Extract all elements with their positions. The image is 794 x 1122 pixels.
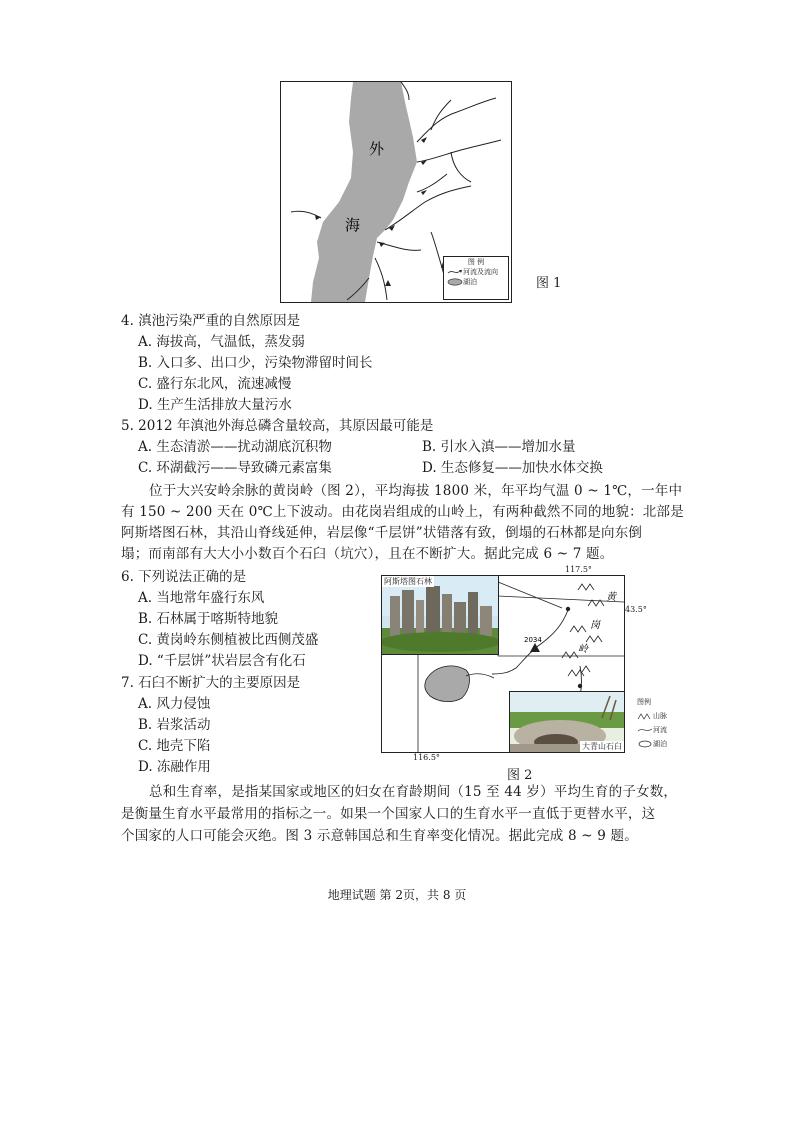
q5-option-b[interactable]: B. 引水入滇——增加水量 [422,439,576,455]
legend2-title: 图例 [637,698,651,706]
q4-option-c[interactable]: C. 盛行东北风，流速减慢 [138,376,292,392]
q4-option-b[interactable]: B. 入口多、出口少，污染物滞留时间长 [138,355,373,371]
passage-1-line-1: 位于大兴安岭余脉的黄岗岭（图 2），平均海拔 1800 米，年平均气温 0 ~ 1℃，一年中 [149,483,683,499]
river-symbol-icon [637,726,653,734]
passage-1-line-4: 塌；而南部有大大小小数百个石臼（坑穴），且在不断扩大。据此完成 6 ~ 7 题。 [121,546,614,562]
legend-river-label: 河流及流向 [463,268,498,276]
legend2-lake: 湖泊 [653,740,667,748]
lon-label-top: 117.5° [565,565,592,574]
figure-1-caption: 图 1 [536,276,562,291]
q6-option-b[interactable]: B. 石林属于喀斯特地貌 [138,611,279,627]
q7-option-c[interactable]: C. 地壳下陷 [138,738,211,754]
photo-2-label: 大青山石臼 [582,742,622,751]
range-char-2: 岗 [590,620,600,631]
legend-title: 图 例 [467,258,485,266]
passage-2-line-1: 总和生育率，是指某国家或地区的妇女在育龄期间（15 至 44 岁）平均生育的子女数， [149,784,678,800]
q4-stem: 4. 滇池污染严重的自然原因是 [121,313,301,329]
legend-lake-label: 湖泊 [463,278,477,286]
q4-option-a[interactable]: A. 海拔高，气温低，蒸发弱 [138,334,305,350]
q7-option-a[interactable]: A. 风力侵蚀 [138,696,211,712]
passage-2-line-3: 个国家的人口可能会灭绝。图 3 示意韩国总和生育率变化情况。据此完成 8 ~ 9 题。 [121,828,638,844]
peak-elevation: 2034 [524,636,542,644]
page-footer: 地理试题 第 2页，共 8 页 [327,888,467,902]
passage-2-line-2: 是衡量生育水平最常用的指标之一。如果一个国家人口的生育水平一直低于更替水平，这 [121,806,656,822]
q6-stem: 6. 下列说法正确的是 [121,569,247,585]
peak-triangle-icon [530,643,540,652]
lake-shape [311,82,417,302]
figure-2-legend [637,695,681,751]
lat-label-right: 43.5° [625,605,647,614]
q5-stem: 5. 2012 年滇池外海总磷含量较高，其原因最可能是 [121,418,434,434]
q5-option-c[interactable]: C. 环湖截污——导致磷元素富集 [138,460,332,476]
passage-1-line-3: 阿斯塔图石林，其沿山脊线延伸，岩层像“千层饼”状错落有致，倒塌的石林都是向东倒 [121,525,643,541]
lake-label-hai: 海 [345,216,361,234]
photo-stone-mortar [509,691,625,753]
q4-option-d[interactable]: D. 生产生活排放大量污水 [138,397,292,413]
q5-option-d[interactable]: D. 生态修复——加快水体交换 [422,460,603,476]
legend2-mountain: 山脉 [653,712,667,720]
lake-symbol-icon [637,740,653,748]
range-char-1: 黄 [606,592,616,603]
q7-option-d[interactable]: D. 冻融作用 [138,759,211,775]
passage-1-line-2: 有 150 ~ 200 天在 0℃上下波动。由花岗岩组成的山岭上，有两种截然不同的地貌：北部是 [121,504,684,520]
q6-option-d[interactable]: D. “千层饼”状岩层含有化石 [138,653,306,669]
q7-option-b[interactable]: B. 岩浆活动 [138,717,211,733]
figure-2 [381,565,681,763]
q6-option-c[interactable]: C. 黄岗岭东侧植被比西侧茂盛 [138,632,319,648]
range-char-3: 岭 [578,644,588,655]
lake-symbol-icon [447,278,463,286]
photo-stone-forest [381,575,499,655]
lon-label-bottom: 116.5° [413,753,440,762]
q6-option-a[interactable]: A. 当地常年盛行东风 [138,590,265,606]
q7-stem: 7. 石臼不断扩大的主要原因是 [121,675,301,691]
river-symbol-icon [447,268,463,276]
lake-label-wai: 外 [369,140,385,158]
figure-1-legend [443,256,509,300]
q5-option-a[interactable]: A. 生态清淤——扰动湖底沉积物 [138,439,332,455]
stone-forest-image [382,576,498,654]
legend2-river: 河流 [653,726,667,734]
figure-2-caption: 图 2 [507,768,533,783]
photo-1-label: 阿斯塔图石林 [384,577,432,586]
mountain-symbol-icon [637,712,653,720]
figure-1-map [280,81,512,303]
